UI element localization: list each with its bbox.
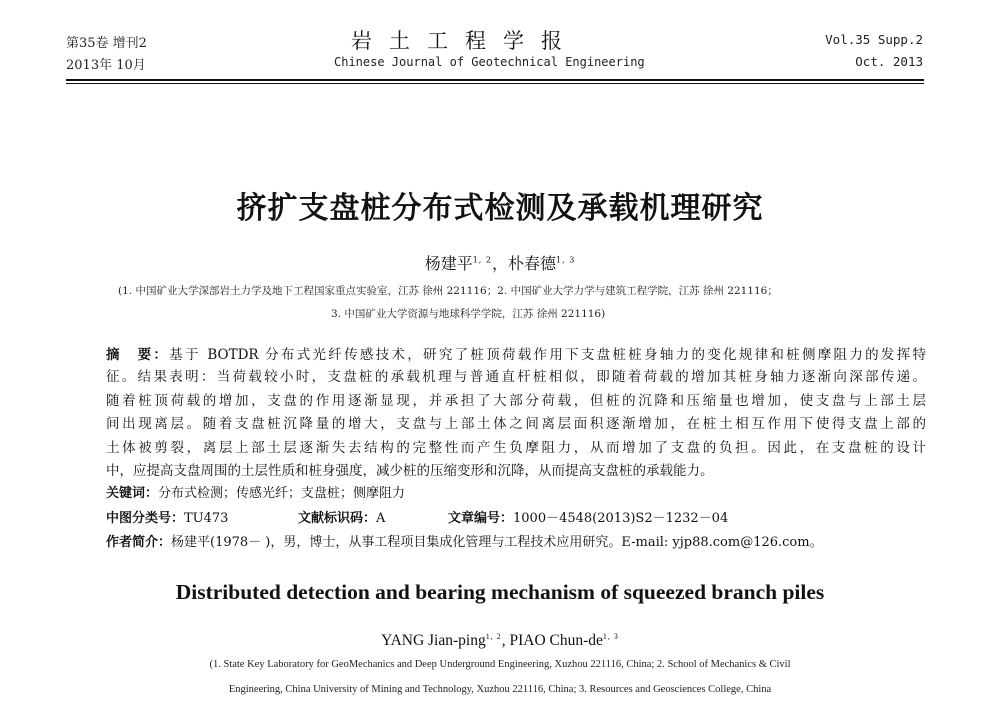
author2-sup-cn: 1, 3 [556, 255, 576, 265]
doc-code-label: 文献标识码： [298, 511, 377, 526]
authors-en [0, 632, 1000, 650]
clc-line [106, 507, 228, 526]
journal-title-cn: 岩土工程学报 [351, 29, 579, 53]
article-title-en: Distributed detection and bearing mechanism of squeezed branch piles [175, 580, 825, 604]
article-no-label: 文章编号： [448, 511, 514, 526]
authors-cn [0, 251, 1000, 274]
author-separator-en: , [501, 632, 510, 650]
header-rule-thin [66, 83, 924, 84]
abstract-label: 摘 要： [106, 347, 170, 363]
abstract-line-2: 征。结果表明：当荷载较小时，支盘桩的承载机理与普通直杆桩相似，即随着荷载的增加其桩身轴力逐渐向深部传递。 [106, 369, 926, 385]
abstract-line-3: 随着桩顶荷载的增加，支盘的作用逐渐显现，并承担了大部分荷载，但桩的沉降和压缩量也增加，使支盘与上部土层 [106, 393, 926, 409]
author1-sup-en: 1, 2 [485, 632, 502, 641]
keywords-label: 关键词： [106, 486, 159, 501]
abstract-line-4: 间出现离层。随着支盘桩沉降量的增大，支盘与上部土体之间离层面积逐渐增加，在桩土相互作用下使得支盘上部的 [106, 416, 926, 432]
author1-cn: 杨建平 [424, 254, 473, 273]
journal-title-en: Chinese Journal of Geotechnical Engineering [334, 55, 645, 69]
author1-sup-cn: 1, 2 [472, 255, 492, 265]
affiliation-cn-line2: 3. 中国矿业大学资源与地球科学学院，江苏 徐州 221116) [331, 308, 606, 320]
bio-label: 作者简介： [106, 535, 172, 550]
author1-en: YANG Jian-ping [381, 632, 486, 650]
header-rule-thick [66, 79, 924, 81]
date-en: Oct. 2013 [855, 54, 923, 69]
keywords: 分布式检测；传感光纤；支盘桩；侧摩阻力 [158, 486, 406, 501]
affiliation-cn-line1: (1. 中国矿业大学深部岩土力学及地下工程国家重点实验室，江苏 徐州 221116；2. 中国矿业大学力学与建筑工程学院，江苏 徐州 221116； [118, 285, 778, 297]
abstract-line-1: 摘 要：基于 BOTDR 分布式光纤传感技术，研究了桩顶荷载作用下支盘桩桩身轴力的变化规律和桩侧摩阻力的发挥特 [106, 347, 926, 363]
author-bio-line [106, 531, 823, 550]
clc-value: TU473 [184, 511, 229, 526]
article-title-cn: 挤扩支盘桩分布式检测及承载机理研究 [236, 191, 764, 226]
author2-en: PIAO Chun-de [509, 632, 603, 650]
abstract-line-6: 中，应提高支盘周围的土层性质和桩身强度，减少桩的压缩变形和沉降，从而提高支盘桩的承载能力。 [106, 463, 714, 479]
keywords-line [106, 482, 405, 501]
author2-cn: 朴春德 [508, 254, 557, 273]
clc-label: 中图分类号： [106, 511, 185, 526]
article-no-value: 1000－4548(2013)S2－1232－04 [513, 511, 729, 526]
doc-code-line [298, 507, 385, 526]
author2-sup-en: 1, 3 [602, 632, 619, 641]
bio-text: 杨建平(1978－ )，男，博士，从事工程项目集成化管理与工程技术应用研究。E-mail: yjp88.com@126.com。 [171, 535, 823, 550]
doc-code-value: A [376, 511, 386, 526]
affiliation-en-line1: (1. State Key Laboratory for GeoMechanics and Deep Underground Engineering, Xuzhou 221116, China; 2. School of Mechanics & Civil [209, 659, 791, 670]
volume-cn: 第35卷 增刊2 [66, 36, 147, 51]
author-separator-cn: ， [491, 254, 508, 273]
volume-en: Vol.35 Supp.2 [825, 32, 923, 47]
date-cn: 2013年 10月 [66, 58, 146, 73]
abstract-line-5: 土体被剪裂，离层上部土层逐渐失去结构的完整性而产生负摩阻力，从而增加了支盘的负担。因此，在支盘桩的设计 [106, 440, 926, 456]
article-no-line [448, 507, 728, 526]
affiliation-en-line2: Engineering, China University of Mining and Technology, Xuzhou 221116, China; 3. Resources and Geosciences College, China [228, 684, 772, 695]
